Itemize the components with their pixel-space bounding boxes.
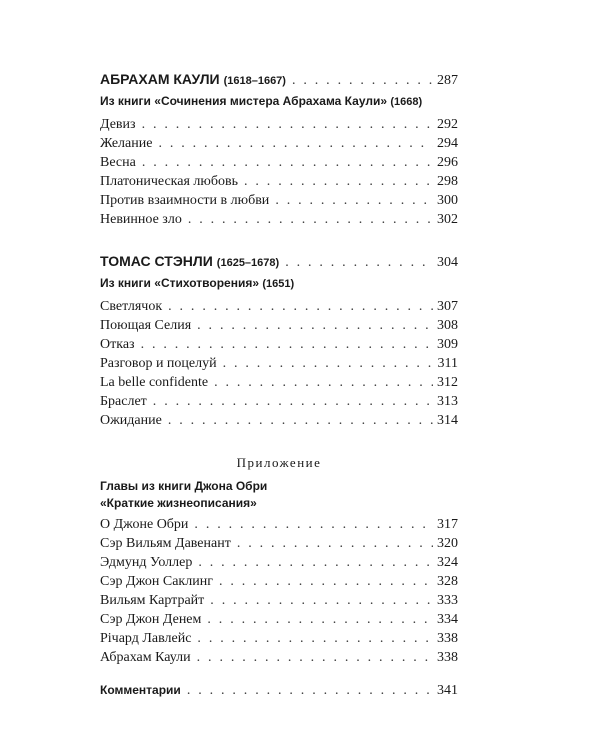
source-heading xyxy=(100,274,458,293)
page-number: 328 xyxy=(437,574,458,589)
page-number: 304 xyxy=(437,255,458,270)
dot-leader xyxy=(210,591,433,610)
page-number: 312 xyxy=(437,375,458,390)
page-number: 338 xyxy=(437,631,458,646)
section-spacer xyxy=(100,430,458,454)
entry-title: Сэр Джон Саклинг xyxy=(100,574,213,589)
dot-leader xyxy=(194,515,433,534)
page-number: 324 xyxy=(437,555,458,570)
toc-entry[interactable] xyxy=(100,115,458,134)
dot-leader xyxy=(198,553,433,572)
page-number: 300 xyxy=(437,193,458,208)
dot-leader xyxy=(275,191,433,210)
dot-leader xyxy=(244,172,433,191)
page-number: 296 xyxy=(437,155,458,170)
author-years: (1618–1667) xyxy=(223,75,286,87)
dot-leader xyxy=(292,70,433,92)
page-number: 317 xyxy=(437,517,458,532)
entry-title: О Джоне Обри xyxy=(100,517,189,532)
source-year: (1651) xyxy=(262,278,295,290)
page-number: 334 xyxy=(437,612,458,627)
toc-entry[interactable] xyxy=(100,534,458,553)
page-number: 307 xyxy=(437,299,458,314)
toc-entry[interactable] xyxy=(100,373,458,392)
page-number: 308 xyxy=(437,318,458,333)
entry-title: Поющая Селия xyxy=(100,318,192,333)
toc-entry[interactable] xyxy=(100,210,458,229)
dot-leader xyxy=(187,681,433,700)
dot-leader xyxy=(188,210,433,229)
toc-entry[interactable] xyxy=(100,629,458,648)
source-title: Из книги «Сочинения мистера Абрахама Каули» xyxy=(100,94,388,108)
toc-entry[interactable] xyxy=(100,172,458,191)
toc-entry[interactable] xyxy=(100,515,458,534)
toc-entry[interactable] xyxy=(100,297,458,316)
source-heading xyxy=(100,92,458,111)
page-number: 338 xyxy=(437,650,458,665)
page-number: 294 xyxy=(437,136,458,151)
entry-title: Абрахам Каули xyxy=(100,650,191,665)
page-number: 333 xyxy=(437,593,458,608)
dot-leader xyxy=(197,648,433,667)
toc-entry[interactable] xyxy=(100,316,458,335)
toc-entry[interactable] xyxy=(100,411,458,430)
toc-section-cowley xyxy=(100,68,458,229)
author-row[interactable] xyxy=(100,68,458,90)
toc-appendix xyxy=(100,454,458,667)
toc-entry[interactable] xyxy=(100,191,458,210)
entry-title: Річард Лавлейс xyxy=(100,631,192,646)
page-number: 287 xyxy=(437,73,458,88)
page-number: 292 xyxy=(437,117,458,132)
dot-leader xyxy=(285,252,433,274)
dot-leader xyxy=(141,335,433,354)
author-row[interactable] xyxy=(100,250,458,272)
appendix-source-heading xyxy=(100,478,458,512)
page-number: 341 xyxy=(437,683,458,698)
table-of-contents xyxy=(100,68,458,700)
entry-title: Браслет xyxy=(100,394,147,409)
dot-leader xyxy=(223,354,434,373)
entry-title: Желание xyxy=(100,136,153,151)
dot-leader xyxy=(142,153,433,172)
dot-leader xyxy=(142,115,433,134)
dot-leader xyxy=(168,297,433,316)
appendix-source-line: Главы из книги Джона Обри xyxy=(100,479,268,493)
toc-section-stanley xyxy=(100,250,458,430)
dot-leader xyxy=(237,534,433,553)
entry-title: Сэр Вильям Давенант xyxy=(100,536,231,551)
commentary-entry[interactable] xyxy=(100,681,458,700)
toc-entry[interactable] xyxy=(100,134,458,153)
dot-leader xyxy=(197,316,433,335)
entry-title: Весна xyxy=(100,155,136,170)
page-number: 311 xyxy=(437,356,458,371)
entry-title: Вильям Картрайт xyxy=(100,593,205,608)
section-spacer xyxy=(100,667,458,681)
appendix-source-line: «Краткие жизнеописания» xyxy=(100,496,257,510)
entry-title: Невинное зло xyxy=(100,212,182,227)
dot-leader xyxy=(197,629,433,648)
page-number: 320 xyxy=(437,536,458,551)
dot-leader xyxy=(153,392,433,411)
page-number: 314 xyxy=(437,413,458,428)
toc-entry[interactable] xyxy=(100,591,458,610)
source-title: Из книги «Стихотворения» xyxy=(100,276,259,290)
entry-title: Отказ xyxy=(100,337,135,352)
author-name: АБРАХАМ КАУЛИ xyxy=(100,71,220,87)
dot-leader xyxy=(214,373,433,392)
entry-title: Разговор и поцелуй xyxy=(100,356,217,371)
entry-title: La belle confidente xyxy=(100,375,209,390)
source-year: (1668) xyxy=(390,96,423,108)
dot-leader xyxy=(207,610,433,629)
toc-entry[interactable] xyxy=(100,648,458,667)
page-number: 309 xyxy=(437,337,458,352)
section-spacer xyxy=(100,229,458,250)
dot-leader xyxy=(168,411,433,430)
author-name: ТОМАС СТЭНЛИ xyxy=(100,253,213,269)
entry-title: Сэр Джон Денем xyxy=(100,612,202,627)
toc-entry[interactable] xyxy=(100,572,458,591)
toc-entry[interactable] xyxy=(100,153,458,172)
entry-title: Против взаимности в любви xyxy=(100,193,270,208)
toc-entry[interactable] xyxy=(100,354,458,373)
toc-entry[interactable] xyxy=(100,553,458,572)
toc-entry[interactable] xyxy=(100,610,458,629)
entry-title: Девиз xyxy=(100,117,136,132)
dot-leader xyxy=(158,134,433,153)
entry-title: Эдмунд Уоллер xyxy=(100,555,193,570)
page-number: 313 xyxy=(437,394,458,409)
appendix-title: Приложение xyxy=(236,455,322,470)
entry-title: Светлячок xyxy=(100,299,163,314)
page-number: 298 xyxy=(437,174,458,189)
dot-leader xyxy=(219,572,433,591)
commentary-title: Комментарии xyxy=(100,683,181,697)
page-number: 302 xyxy=(437,212,458,227)
toc-entry[interactable] xyxy=(100,392,458,411)
entry-title: Ожидание xyxy=(100,413,162,428)
entry-title: Платоническая любовь xyxy=(100,174,238,189)
author-years: (1625–1678) xyxy=(216,257,280,269)
toc-entry[interactable] xyxy=(100,335,458,354)
